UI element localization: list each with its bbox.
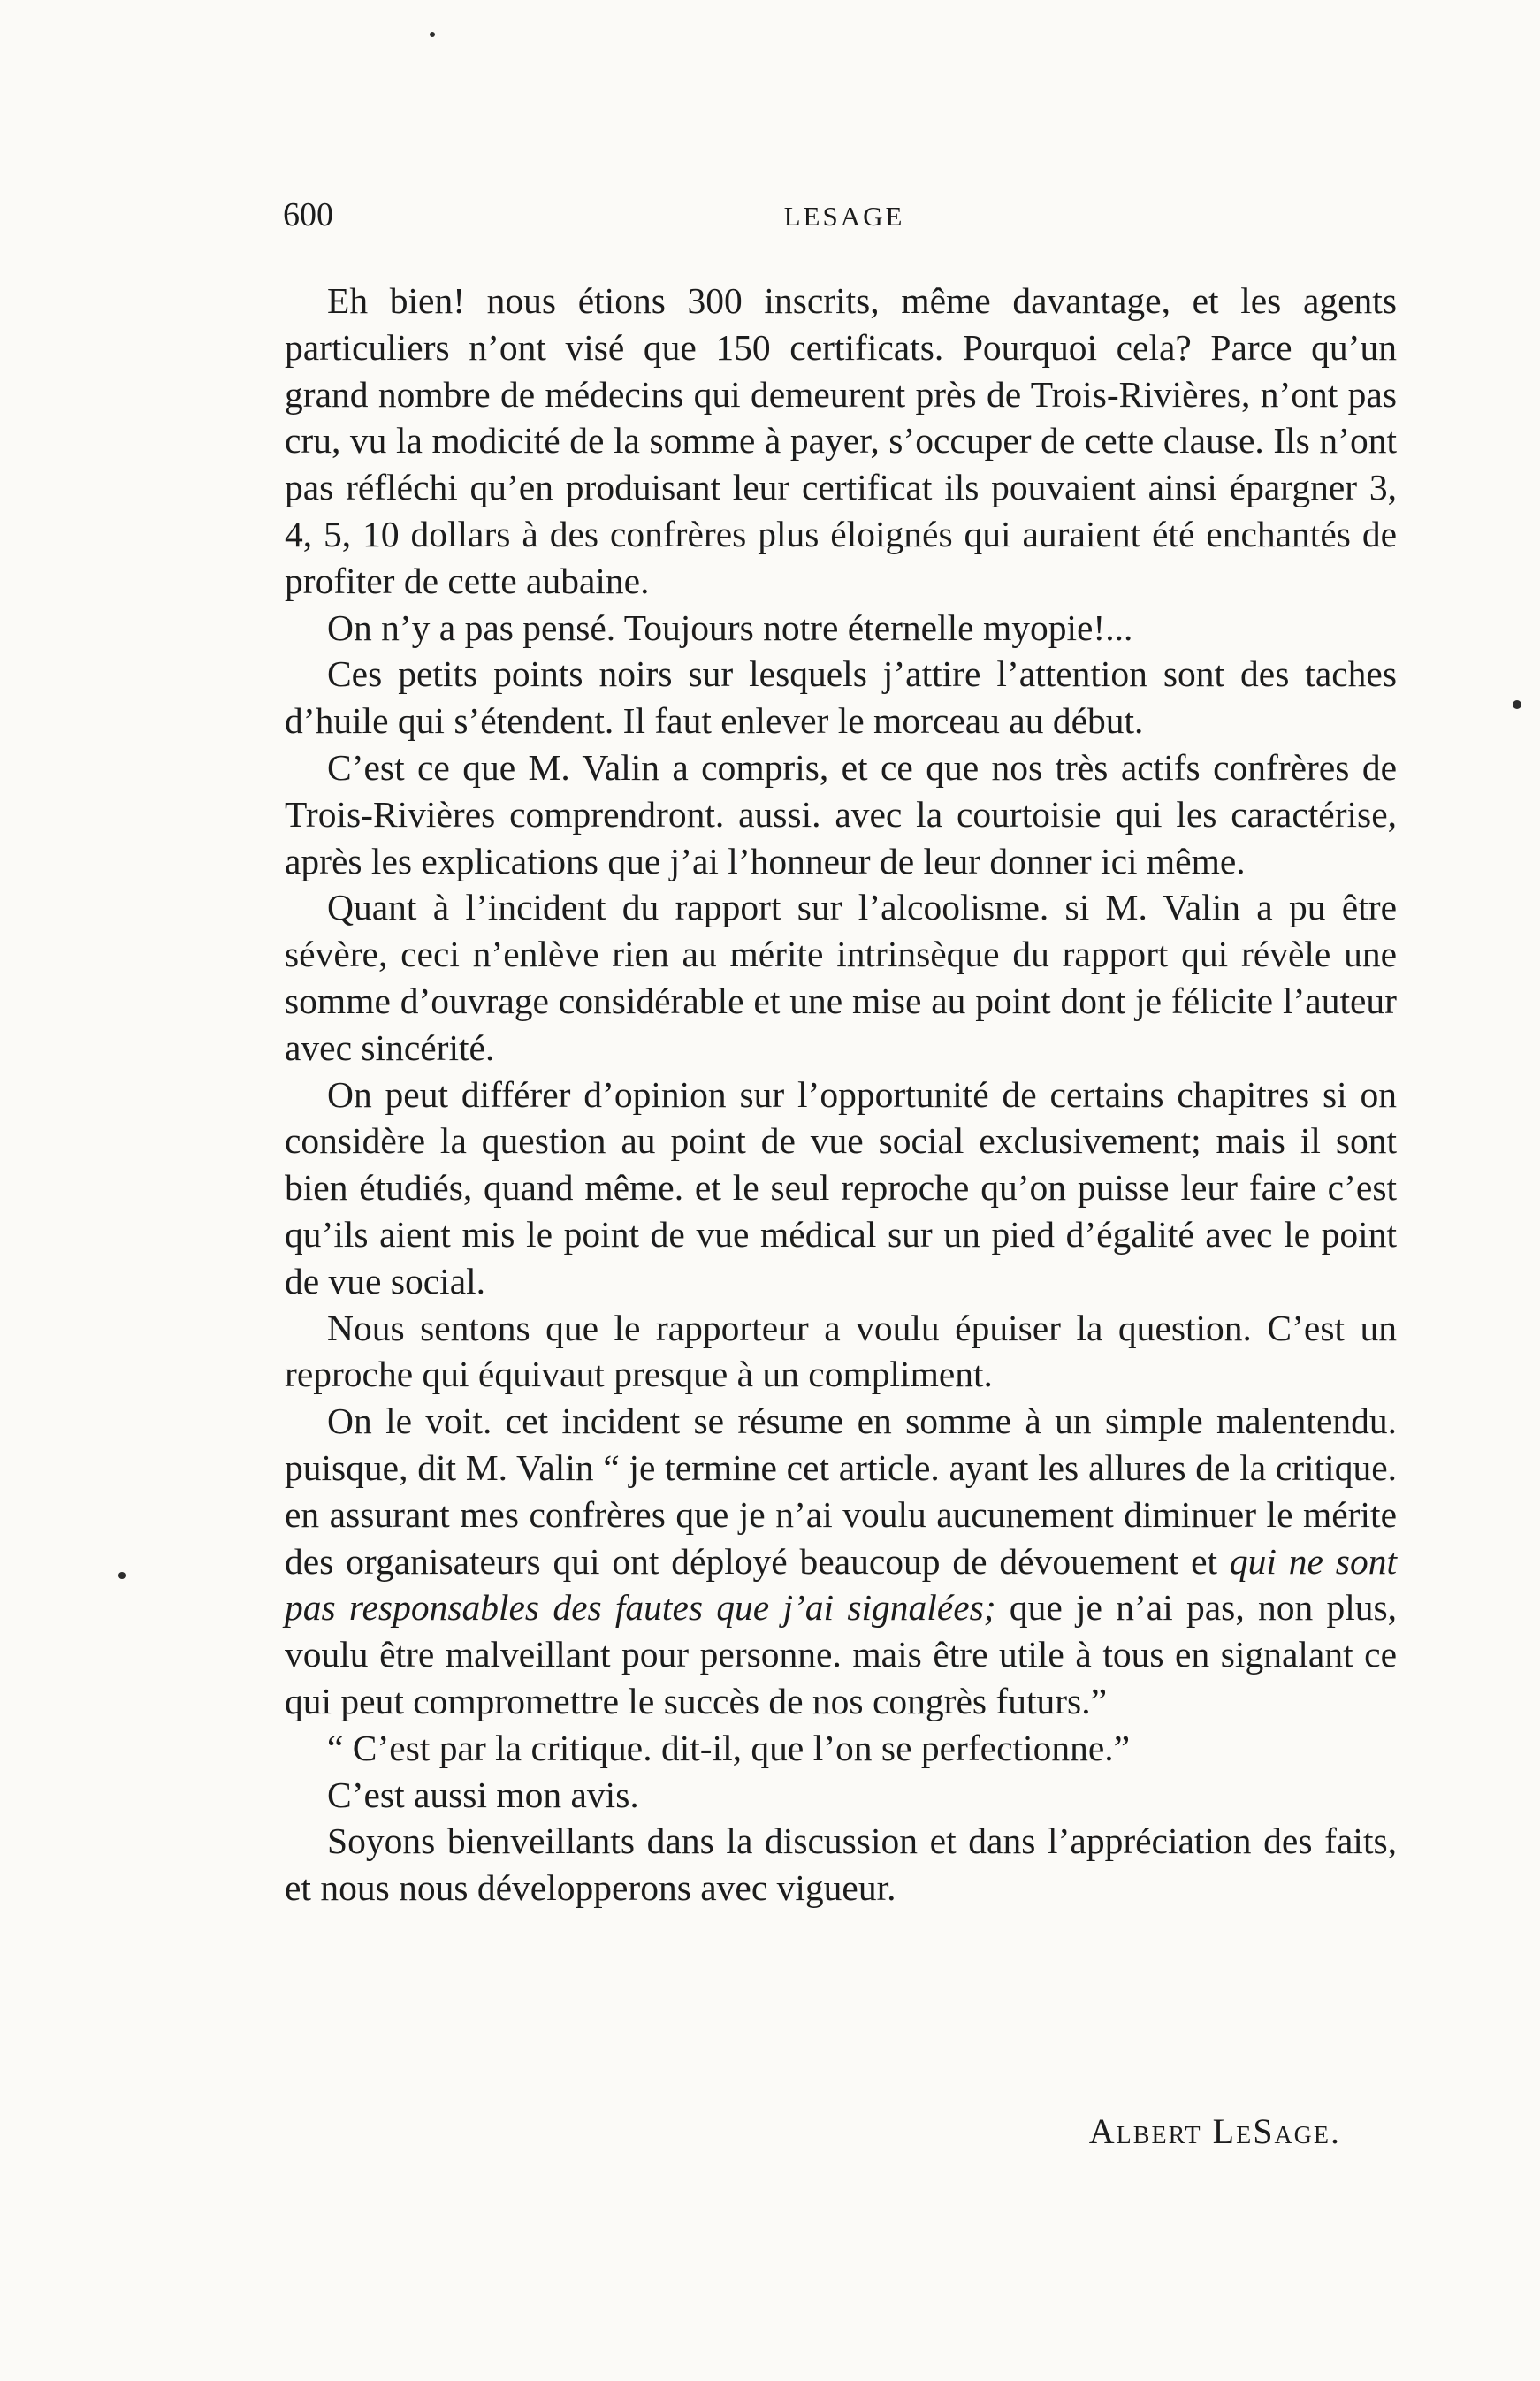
print-speck-left [118, 1572, 126, 1579]
paragraph-valin-quote [285, 1398, 1397, 1725]
running-head: LESAGE [783, 201, 905, 232]
paragraph-inscriptions: Eh bien! nous étions 300 inscrits, même davantage, et les agents particuliers n’ont visé que 150 certificats. Pourquoi cela? Parce qu’un grand nombre de médecins qui demeurent près de Trois-Rivières, n’ont pas cru, vu la modicité de la somme à payer, s’occuper de cette clause. Ils n’ont pas réfléchi qu’en produisant leur certificat ils pouvaient ainsi épargner 3, 4, 5, 10 dollars à des confrères plus éloignés qui auraient été enchantés de profiter de cette aubaine. [285, 280, 1397, 601]
quote-italic-text: qui ne sont pas responsables des fautes que j’ai signalées; [285, 1540, 1397, 1629]
page-header [283, 193, 1406, 237]
print-speck-right [1513, 700, 1521, 709]
quote-text-end: que je n’ai pas, non plus, voulu être malveillant pour personne. mais être utile à tous en signalant ce qui peut compromettre le succès de nos congrès futurs.” [285, 1587, 1397, 1721]
paragraph-my-opinion: C’est aussi mon avis. [327, 1774, 639, 1815]
print-speck-top [430, 32, 435, 37]
paragraph-valin-understood: C’est ce que M. Valin a compris, et ce que nos très actifs confrères de Trois-Rivières comprendront. aussi. avec la courtoisie qui les caractérise, après les explications que j’ai l’honneur de leur donner ici même. [285, 746, 1397, 881]
paragraph-oil-stains: Ces petits points noirs sur lesquels j’attire l’attention sont des taches d’huile qui s’étendent. Il faut enlever le morceau au début. [285, 653, 1397, 742]
paragraph-opinion: On peut différer d’opinion sur l’opportunité de certains chapitres si on considère la question au point de vue social exclusivement; mais il sont bien étudiés, quand même. et le seul reproche qu’on puisse leur faire c’est qu’ils aient mis le point de vue médical sur un pied d’égalité avec le point de vue social. [285, 1073, 1397, 1301]
page-number: 600 [283, 196, 333, 233]
paragraph-alcoholism-report: Quant à l’incident du rapport sur l’alcoolisme. si M. Valin a pu être sévère, ceci n’enlève rien au mérite intrinsèque du rapport qui révèle une somme d’ouvrage considérable et une mise au point dont je félicite l’auteur avec sincérité. [285, 887, 1397, 1068]
author-signature: Albert LeSage. [1088, 2111, 1341, 2151]
paragraph-critique-quote: “ C’est par la critique. dit-il, que l’on se perfectionne.” [327, 1727, 1131, 1768]
paragraph-myopia: On n’y a pas pensé. Toujours notre éternelle myopie!... [327, 607, 1133, 648]
body-text [285, 278, 1397, 1912]
paragraph-reporter: Nous sentons que le rapporteur a voulu épuiser la question. C’est un reproche qui équivaut presque à un compliment. [285, 1307, 1397, 1395]
paragraph-benevolence: Soyons bienveillants dans la discussion et dans l’appréciation des faits, et nous nous développerons avec vigueur. [285, 1820, 1397, 1909]
quote-text-start: On le voit. cet incident se résume en somme à un simple malentendu. puisque, dit M. Valin “ je termine cet article. ayant les allures de la critique. en assurant mes confrères que je n’ai voulu aucunement diminuer le mérite des organisateurs qui ont déployé beaucoup de dévouement et [285, 1400, 1397, 1582]
